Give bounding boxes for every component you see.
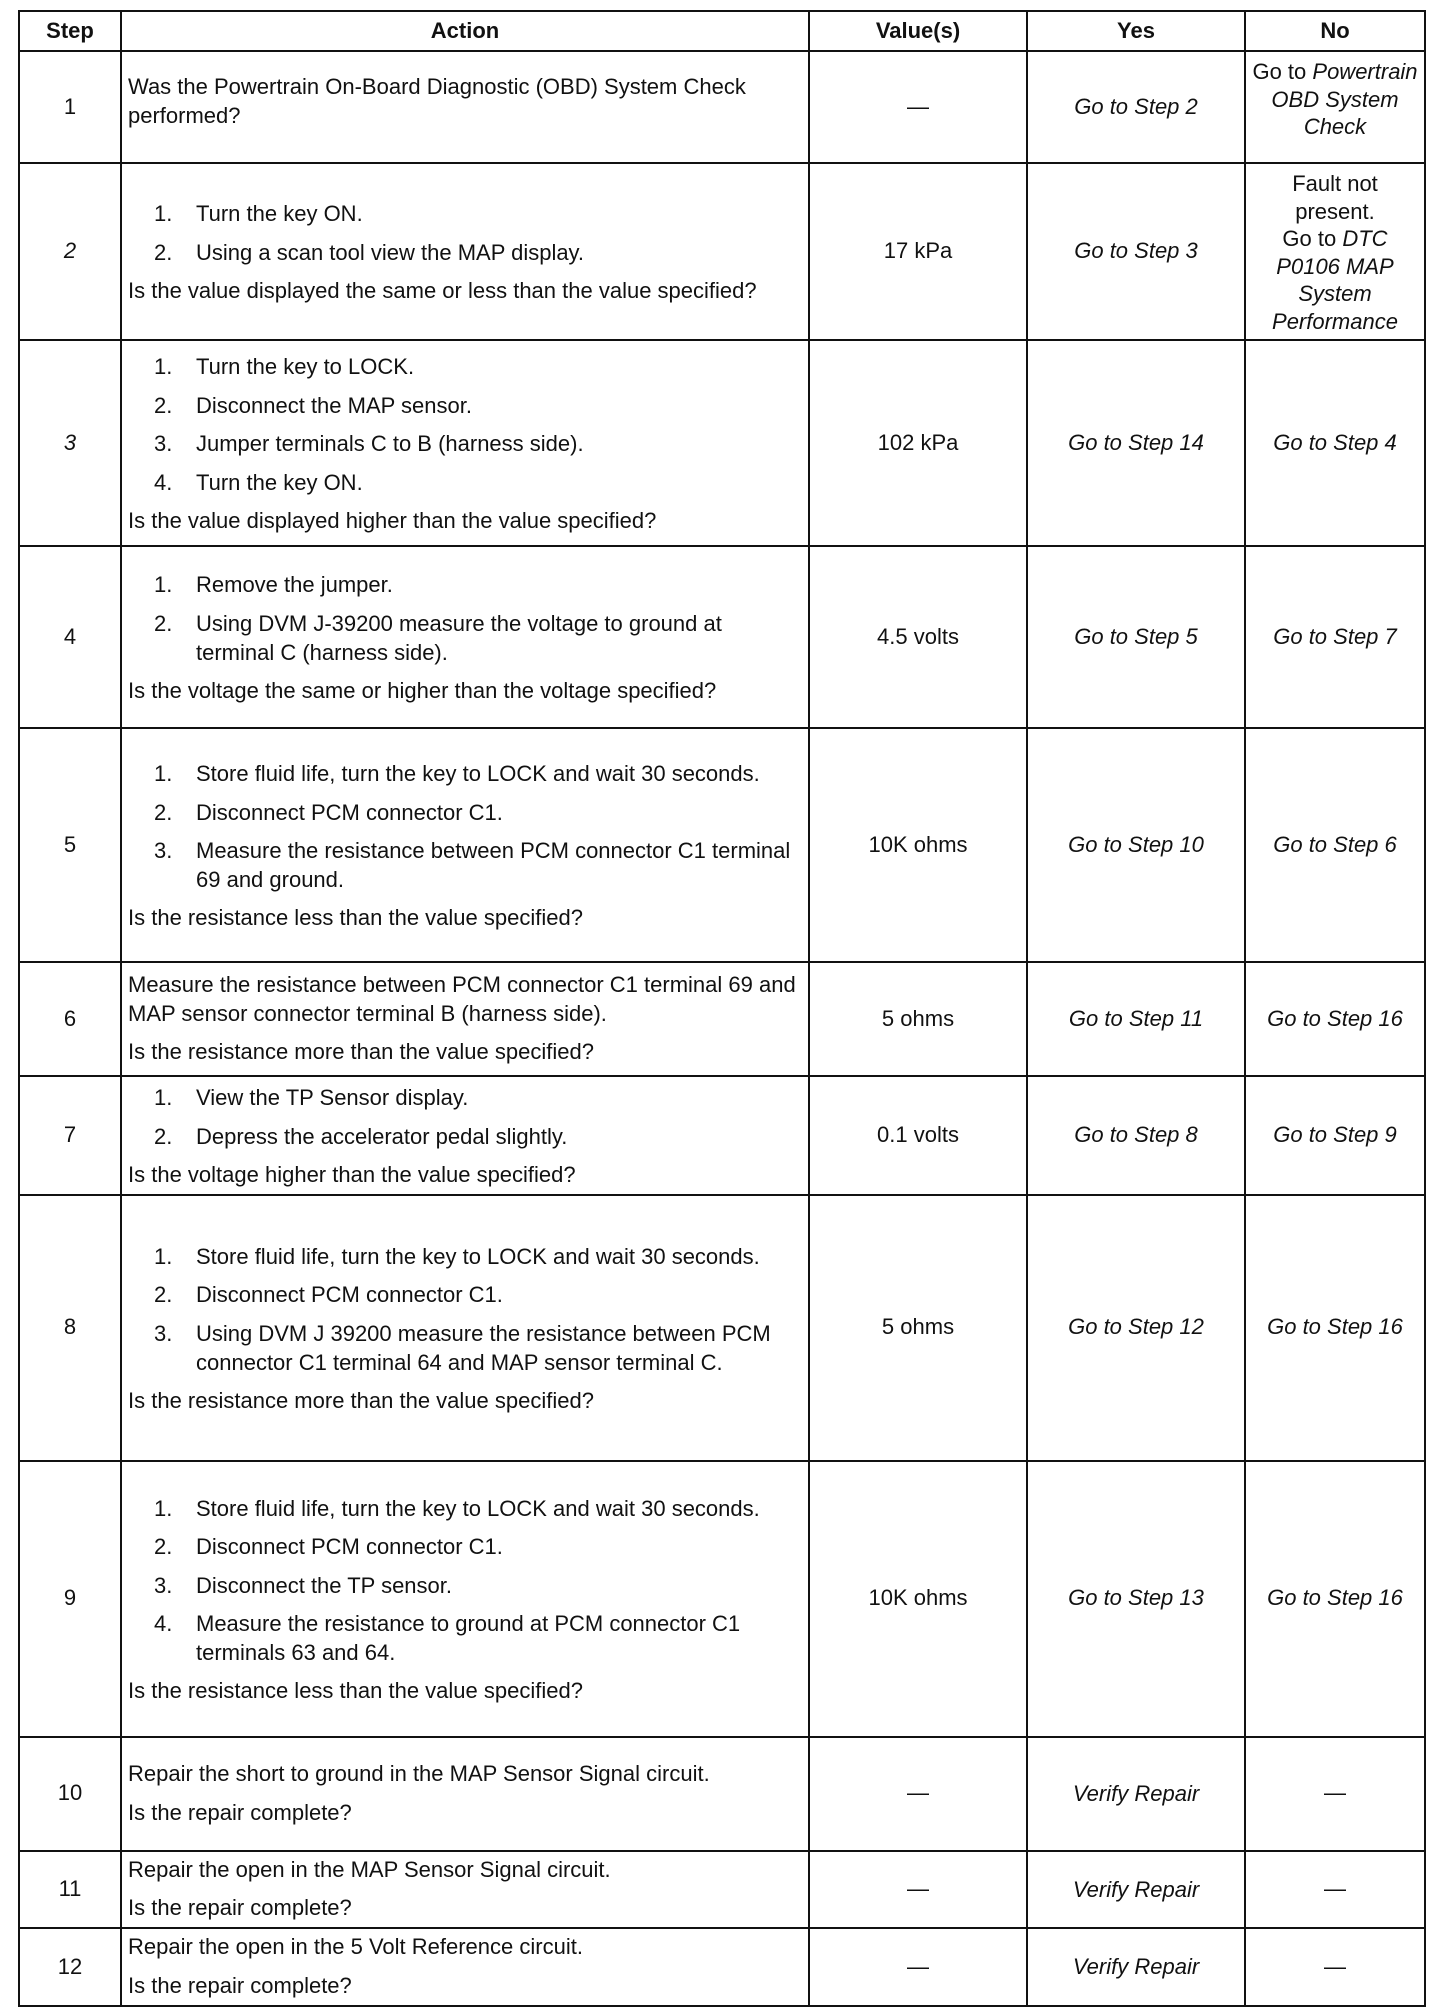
table-row bbox=[19, 340, 1425, 546]
value-cell: 5 ohms bbox=[809, 1195, 1027, 1461]
value-cell: 17 kPa bbox=[809, 163, 1027, 340]
no-action: Go to Step 4 bbox=[1273, 429, 1397, 455]
action-instruction: Repair the open in the MAP Sensor Signal circuit. bbox=[128, 1856, 611, 1882]
step-number: 11 bbox=[19, 1851, 121, 1928]
action-question: Is the repair complete? bbox=[128, 1895, 352, 1921]
action-question: Is the resistance less than the value specified? bbox=[128, 1678, 583, 1704]
action-step-number: 2. bbox=[154, 239, 173, 265]
no-cell bbox=[1245, 1076, 1425, 1195]
action-steps-list bbox=[128, 760, 802, 894]
no-action: Go to Step 16 bbox=[1267, 1314, 1403, 1340]
no-text: Fault not present. bbox=[1292, 171, 1378, 224]
value-cell: — bbox=[809, 1737, 1027, 1851]
action-step-item bbox=[128, 1281, 802, 1310]
action-step-item bbox=[128, 200, 802, 229]
action-cell bbox=[121, 51, 809, 163]
yes-action: Verify Repair bbox=[1072, 1781, 1200, 1807]
table-row bbox=[19, 163, 1425, 340]
step-number: 9 bbox=[19, 1461, 121, 1737]
action-step-item bbox=[128, 1123, 802, 1152]
action-step-text: Jumper terminals C to B (harness side). bbox=[196, 431, 584, 457]
step-number: 1 bbox=[19, 51, 121, 163]
action-step-text: Turn the key ON. bbox=[196, 469, 363, 495]
yes-action: Go to Step 5 bbox=[1074, 623, 1198, 649]
step-number: 4 bbox=[19, 546, 121, 728]
yes-cell bbox=[1027, 546, 1245, 728]
no-action: Go to Step 9 bbox=[1273, 1122, 1397, 1148]
action-step-text: Disconnect the MAP sensor. bbox=[196, 392, 472, 418]
action-step-text: Disconnect PCM connector C1. bbox=[196, 1282, 503, 1308]
no-action: Go to Step 16 bbox=[1267, 1005, 1403, 1031]
no-cell bbox=[1245, 340, 1425, 546]
yes-cell bbox=[1027, 1076, 1245, 1195]
action-steps-list bbox=[128, 571, 802, 667]
action-step-text: Store fluid life, turn the key to LOCK and wait 30 seconds. bbox=[196, 761, 760, 787]
action-step-text: Measure the resistance between PCM connector C1 terminal 69 and ground. bbox=[196, 838, 791, 892]
action-cell bbox=[121, 728, 809, 962]
value-cell: 4.5 volts bbox=[809, 546, 1027, 728]
action-step-item bbox=[128, 760, 802, 789]
action-step-item bbox=[128, 1320, 802, 1377]
action-steps-list bbox=[128, 1084, 802, 1151]
action-question: Is the value displayed higher than the value specified? bbox=[128, 508, 657, 534]
step-number: 10 bbox=[19, 1737, 121, 1851]
action-step-item bbox=[128, 1572, 802, 1601]
yes-cell bbox=[1027, 1928, 1245, 2006]
no-cell bbox=[1245, 1737, 1425, 1851]
action-question: Is the voltage higher than the value specified? bbox=[128, 1162, 576, 1188]
yes-cell bbox=[1027, 1461, 1245, 1737]
table-row bbox=[19, 1076, 1425, 1195]
value-cell: 5 ohms bbox=[809, 962, 1027, 1076]
yes-action: Verify Repair bbox=[1072, 1954, 1200, 1980]
yes-action: Go to Step 3 bbox=[1074, 238, 1198, 264]
action-step-number: 2. bbox=[154, 610, 173, 636]
action-instruction: Repair the short to ground in the MAP Sensor Signal circuit. bbox=[128, 1761, 710, 1787]
value-cell: — bbox=[809, 1928, 1027, 2006]
action-steps-list bbox=[128, 1495, 802, 1668]
yes-action: Go to Step 2 bbox=[1074, 93, 1198, 119]
header-values: Value(s) bbox=[809, 11, 1027, 51]
table-row bbox=[19, 1851, 1425, 1928]
step-number: 8 bbox=[19, 1195, 121, 1461]
action-cell bbox=[121, 1076, 809, 1195]
action-question: Is the repair complete? bbox=[128, 1799, 352, 1825]
action-step-item bbox=[128, 1610, 802, 1667]
action-step-number: 1. bbox=[154, 572, 173, 598]
action-cell bbox=[121, 1851, 809, 1928]
header-no: No bbox=[1245, 11, 1425, 51]
action-step-item bbox=[128, 571, 802, 600]
yes-action: Go to Step 13 bbox=[1068, 1585, 1204, 1611]
yes-cell bbox=[1027, 1195, 1245, 1461]
action-step-number: 2. bbox=[154, 799, 173, 825]
action-cell bbox=[121, 1737, 809, 1851]
action-step-number: 3. bbox=[154, 1320, 173, 1346]
value-cell: — bbox=[809, 1851, 1027, 1928]
no-action: — bbox=[1324, 1780, 1346, 1806]
action-cell bbox=[121, 340, 809, 546]
action-step-number: 1. bbox=[154, 1495, 173, 1521]
action-step-number: 2. bbox=[154, 1282, 173, 1308]
action-instruction: Was the Powertrain On-Board Diagnostic (OBD) System Check performed? bbox=[128, 74, 746, 128]
action-step-text: Turn the key to LOCK. bbox=[196, 354, 415, 380]
action-step-number: 2. bbox=[154, 1123, 173, 1149]
action-question: Is the voltage the same or higher than the voltage specified? bbox=[128, 678, 717, 704]
action-cell bbox=[121, 546, 809, 728]
step-number: 2 bbox=[19, 163, 121, 340]
action-step-item bbox=[128, 353, 802, 382]
action-step-item bbox=[128, 1495, 802, 1524]
table-row bbox=[19, 546, 1425, 728]
table-row bbox=[19, 1195, 1425, 1461]
action-question: Is the value displayed the same or less than the value specified? bbox=[128, 278, 757, 304]
value-cell: 10K ohms bbox=[809, 728, 1027, 962]
value-cell: 0.1 volts bbox=[809, 1076, 1027, 1195]
header-action: Action bbox=[121, 11, 809, 51]
action-question: Is the repair complete? bbox=[128, 1972, 352, 1998]
no-cell bbox=[1245, 1195, 1425, 1461]
no-cell bbox=[1245, 1928, 1425, 2006]
no-action: Go to Step 16 bbox=[1267, 1585, 1403, 1611]
table-row bbox=[19, 728, 1425, 962]
action-steps-list bbox=[128, 200, 802, 267]
action-cell bbox=[121, 1461, 809, 1737]
step-number: 7 bbox=[19, 1076, 121, 1195]
yes-cell bbox=[1027, 728, 1245, 962]
table-row bbox=[19, 51, 1425, 163]
value-cell: 10K ohms bbox=[809, 1461, 1027, 1737]
step-number: 12 bbox=[19, 1928, 121, 2006]
action-step-item bbox=[128, 1243, 802, 1272]
yes-cell bbox=[1027, 163, 1245, 340]
action-step-number: 1. bbox=[154, 1243, 173, 1269]
action-step-number: 1. bbox=[154, 354, 173, 380]
action-step-item bbox=[128, 610, 802, 667]
step-number: 3 bbox=[19, 340, 121, 546]
step-number: 5 bbox=[19, 728, 121, 962]
action-step-text: Store fluid life, turn the key to LOCK and wait 30 seconds. bbox=[196, 1243, 760, 1269]
action-step-number: 1. bbox=[154, 761, 173, 787]
action-cell bbox=[121, 1928, 809, 2006]
step-number: 6 bbox=[19, 962, 121, 1076]
action-step-item bbox=[128, 1084, 802, 1113]
no-text: Go to bbox=[1282, 226, 1337, 251]
action-step-item bbox=[128, 1533, 802, 1562]
action-question: Is the resistance less than the value specified? bbox=[128, 905, 583, 931]
action-instruction: Measure the resistance between PCM connector C1 terminal 69 and MAP sensor connector terminal B (harness side). bbox=[128, 972, 796, 1026]
diagnostic-table bbox=[18, 10, 1426, 2007]
yes-action: Go to Step 10 bbox=[1068, 831, 1204, 857]
no-cell bbox=[1245, 1461, 1425, 1737]
action-step-item bbox=[128, 430, 802, 459]
action-step-number: 3. bbox=[154, 431, 173, 457]
action-steps-list bbox=[128, 353, 802, 497]
no-text: Go to bbox=[1252, 59, 1307, 84]
no-cell bbox=[1245, 728, 1425, 962]
action-step-text: Disconnect PCM connector C1. bbox=[196, 799, 503, 825]
action-step-number: 3. bbox=[154, 1572, 173, 1598]
no-cell bbox=[1245, 163, 1425, 340]
no-cell bbox=[1245, 1851, 1425, 1928]
action-step-text: Using a scan tool view the MAP display. bbox=[196, 239, 585, 265]
action-step-item bbox=[128, 469, 802, 498]
no-action: Go to Step 7 bbox=[1273, 623, 1397, 649]
no-action: — bbox=[1324, 1876, 1346, 1902]
no-reference: Powertrain OBD System Check bbox=[1271, 59, 1418, 139]
table-row bbox=[19, 1461, 1425, 1737]
no-reference: DTC P0106 MAP System Performance bbox=[1272, 226, 1398, 334]
action-step-text: Turn the key ON. bbox=[196, 201, 363, 227]
action-step-item bbox=[128, 392, 802, 421]
action-step-text: View the TP Sensor display. bbox=[196, 1085, 469, 1110]
action-step-text: Using DVM J 39200 measure the resistance between PCM connector C1 terminal 64 and MAP sensor terminal C. bbox=[196, 1320, 771, 1375]
table-row bbox=[19, 962, 1425, 1076]
action-instruction: Repair the open in the 5 Volt Reference circuit. bbox=[128, 1934, 583, 1960]
action-question: Is the resistance more than the value specified? bbox=[128, 1039, 594, 1065]
diagnostic-table-sheet bbox=[18, 10, 1424, 2007]
yes-action: Go to Step 12 bbox=[1068, 1314, 1204, 1340]
action-step-item bbox=[128, 837, 802, 894]
table-row bbox=[19, 1737, 1425, 1851]
action-step-text: Disconnect PCM connector C1. bbox=[196, 1534, 503, 1560]
value-cell: — bbox=[809, 51, 1027, 163]
header-row bbox=[19, 11, 1425, 51]
yes-cell bbox=[1027, 962, 1245, 1076]
no-cell bbox=[1245, 51, 1425, 163]
value-cell: 102 kPa bbox=[809, 340, 1027, 546]
action-cell bbox=[121, 962, 809, 1076]
no-cell bbox=[1245, 962, 1425, 1076]
action-step-number: 3. bbox=[154, 838, 173, 864]
action-step-text: Remove the jumper. bbox=[196, 572, 393, 598]
no-action: Go to Step 6 bbox=[1273, 831, 1397, 857]
table-row bbox=[19, 1928, 1425, 2006]
yes-action: Go to Step 8 bbox=[1074, 1122, 1198, 1148]
no-cell bbox=[1245, 546, 1425, 728]
yes-cell bbox=[1027, 1737, 1245, 1851]
action-cell bbox=[121, 1195, 809, 1461]
action-question: Is the resistance more than the value specified? bbox=[128, 1388, 594, 1414]
action-step-number: 4. bbox=[154, 469, 173, 495]
no-action: — bbox=[1324, 1953, 1346, 1979]
yes-cell bbox=[1027, 51, 1245, 163]
action-step-text: Measure the resistance to ground at PCM connector C1 terminals 63 and 64. bbox=[196, 1611, 741, 1665]
action-step-item bbox=[128, 799, 802, 828]
yes-action: Go to Step 11 bbox=[1068, 1005, 1204, 1031]
header-step: Step bbox=[19, 11, 121, 51]
action-step-text: Using DVM J-39200 measure the voltage to ground at terminal C (harness side). bbox=[196, 610, 722, 665]
yes-action: Go to Step 14 bbox=[1068, 429, 1204, 455]
action-step-number: 2. bbox=[154, 392, 173, 418]
yes-cell bbox=[1027, 340, 1245, 546]
yes-action: Verify Repair bbox=[1072, 1876, 1200, 1902]
action-step-item bbox=[128, 239, 802, 268]
action-step-text: Disconnect the TP sensor. bbox=[196, 1572, 452, 1598]
action-cell bbox=[121, 163, 809, 340]
action-step-number: 1. bbox=[154, 1085, 173, 1110]
action-step-number: 4. bbox=[154, 1611, 173, 1637]
action-steps-list bbox=[128, 1243, 802, 1377]
action-step-text: Depress the accelerator pedal slightly. bbox=[196, 1123, 568, 1149]
header-yes: Yes bbox=[1027, 11, 1245, 51]
action-step-text: Store fluid life, turn the key to LOCK and wait 30 seconds. bbox=[196, 1495, 760, 1521]
action-step-number: 1. bbox=[154, 201, 173, 227]
yes-cell bbox=[1027, 1851, 1245, 1928]
action-step-number: 2. bbox=[154, 1534, 173, 1560]
